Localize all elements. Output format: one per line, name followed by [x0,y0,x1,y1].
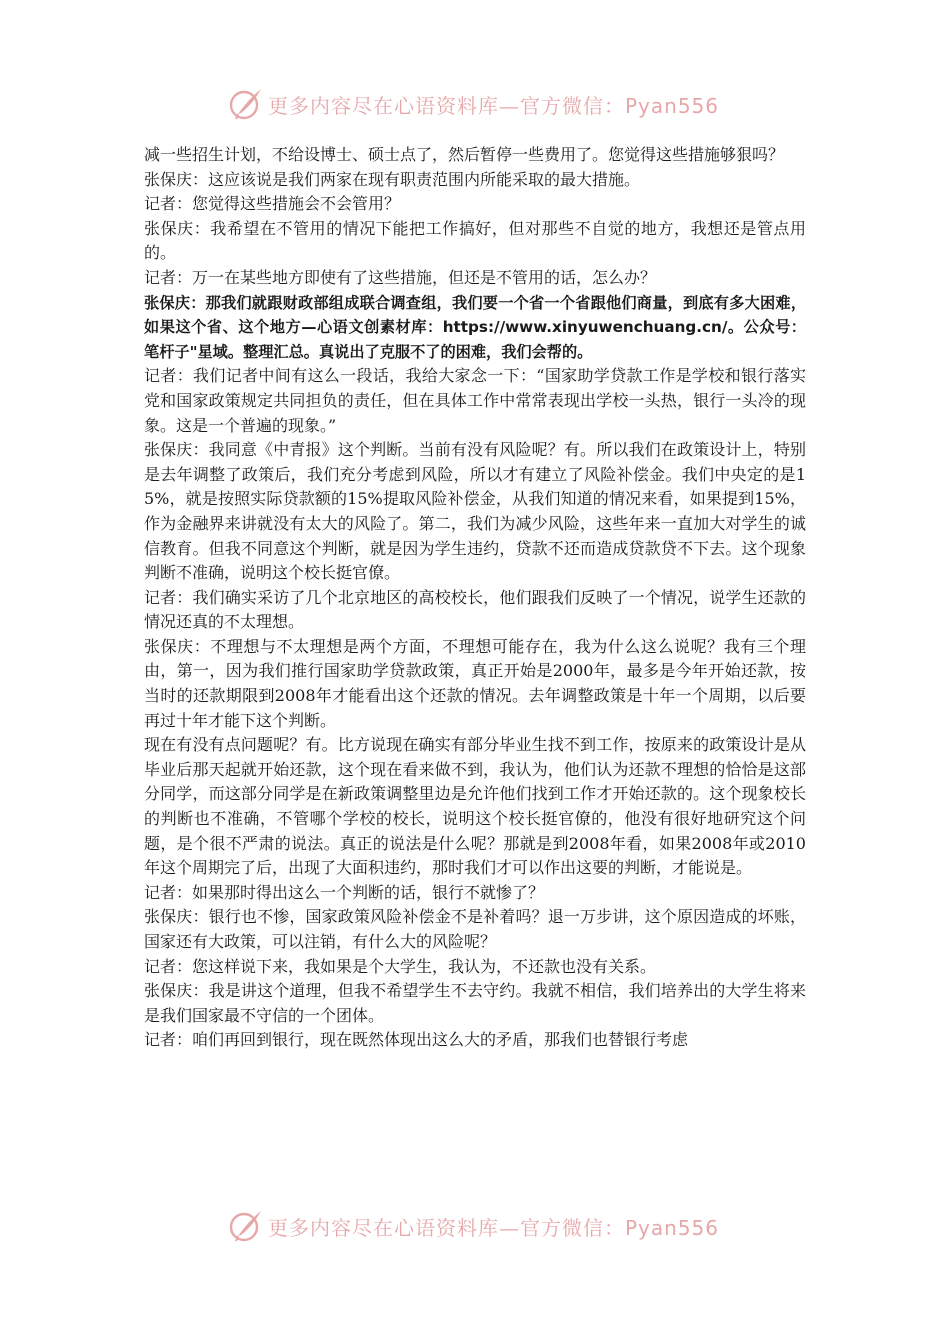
header-banner [228,84,728,124]
banner-wechat-id: Pyan556 [625,93,720,118]
banner-text [268,90,719,119]
paragraph: 张保庆：我同意《中青报》这个判断。当前有没有风险呢？有。所以我们在政策设计上，特别是去年调整了政策后，我们充分考虑到风险，所以才有建立了风险补偿金。我们中央定的是15%，就是按照实际贷款额的15%提取风险补偿金，从我们知道的情况来看，如果提到15%，作为金融界来讲就没有太大的风险了。第二，我们为减少风险，这些年来一直加大对学生的诚信教育。但我不同意这个判断，就是因为学生违约，贷款不还而造成贷款贷不下去。这个现象判断不准确，说明这个校长挺官僚。 [144,440,806,583]
paragraph: 张保庆：银行也不惨，国家政策风险补偿金不是补着吗？退一万步讲，这个原因造成的坏账，国家还有大政策，可以注销，有什么大的风险呢？ [144,907,806,951]
banner-wechat-label: 官方微信： [520,1215,625,1240]
paragraph: 减一些招生计划，不给设博士、硕士点了，然后暂停一些费用了。您觉得这些措施够狠吗？ [144,145,785,164]
paragraph: 记者：我们记者中间有这么一段话，我给大家念一下：“国家助学贷款工作是学校和银行落实党和国家政策规定共同担负的责任，但在具体工作中常常表现出学校一头热，银行一头冷的现象。这是一个普遍的现象。” [144,366,806,435]
paragraph: 张保庆：我希望在不管用的情况下能把工作搞好，但对那些不自觉的地方，我想还是管点用的。 [144,218,806,263]
banner-title: 更多内容尽在心语资料库 [268,93,499,118]
paragraph: 张保庆：这应该说是我们两家在现有职责范围内所能采取的最大措施。 [144,169,641,189]
paragraph: 记者：我们确实采访了几个北京地区的高校校长，他们跟我们反映了一个情况，说学生还款的情况还真的不太理想。 [144,587,806,632]
banner-separator: — [499,1215,520,1240]
quill-logo-icon [228,1208,264,1244]
paragraph: 张保庆：我是讲这个道理，但我不希望学生不去守约。我就不相信，我们培养出的大学生将来是我们国家最不守信的一个团体。 [144,981,806,1025]
banner-wechat-id: Pyan556 [625,1215,720,1240]
paragraph: 记者：如果那时得出这么一个判断的话，银行不就惨了？ [144,882,545,902]
article-body [144,143,806,1053]
banner-title: 更多内容尽在心语资料库 [268,1215,499,1240]
quill-logo-icon [228,86,264,122]
paragraph: 张保庆：不理想与不太理想是两个方面，不理想可能存在，我为什么这么说呢？我有三个理由，第一，因为我们推行国家助学贷款政策，真正开始是2000年，最多是今年开始还款，按当时的还款期限到2008年才能看出这个还款的情况。去年调整政策是十年一个周期，以后要再过十年才能下这个判断。 [144,636,806,730]
paragraph: 记者：您觉得这些措施会不会管用？ [144,194,401,214]
banner-separator: — [499,93,520,118]
footer-banner [228,1206,728,1246]
paragraph-bold: 张保庆：那我们就跟财政部组成联合调查组，我们要一个省一个省跟他们商量，到底有多大困难，如果这个省、这个地方—心语文创素材库：https://www.xinyuwenchuang.cn/。公众号：笔杆子"星域。整理汇总。真说出了克服不了的困难，我们会帮的。 [144,293,806,361]
paragraph: 记者：咱们再回到银行，现在既然体现出这么大的矛盾，那我们也替银行考虑 [144,1030,689,1050]
paragraph: 记者：万一在某些地方即使有了这些措施，但还是不管用的话，怎么办？ [144,267,657,287]
paragraph: 现在有没有点问题呢？有。比方说现在确实有部分毕业生找不到工作，按原来的政策设计是从毕业后那天起就开始还款，这个现在看来做不到，我认为，他们认为还款不理想的恰恰是这部分同学，而这部分同学是在新政策调整里边是允许他们找到工作才开始还款的。这个现象校长的判断也不准确，不管哪个学校的校长，说明这个校长挺官僚的，他没有很好地研究这个问题，是个很不严肃的说法。真正的说法是什么呢？那就是到2008年看，如果2008年或2010年这个周期完了后，出现了大面积违约，那时我们才可以作出这要的判断，才能说是。 [144,735,806,878]
paragraph: 记者：您这样说下来，我如果是个大学生，我认为，不还款也没有关系。 [144,956,657,976]
banner-wechat-label: 官方微信： [520,93,625,118]
banner-text [268,1212,719,1241]
